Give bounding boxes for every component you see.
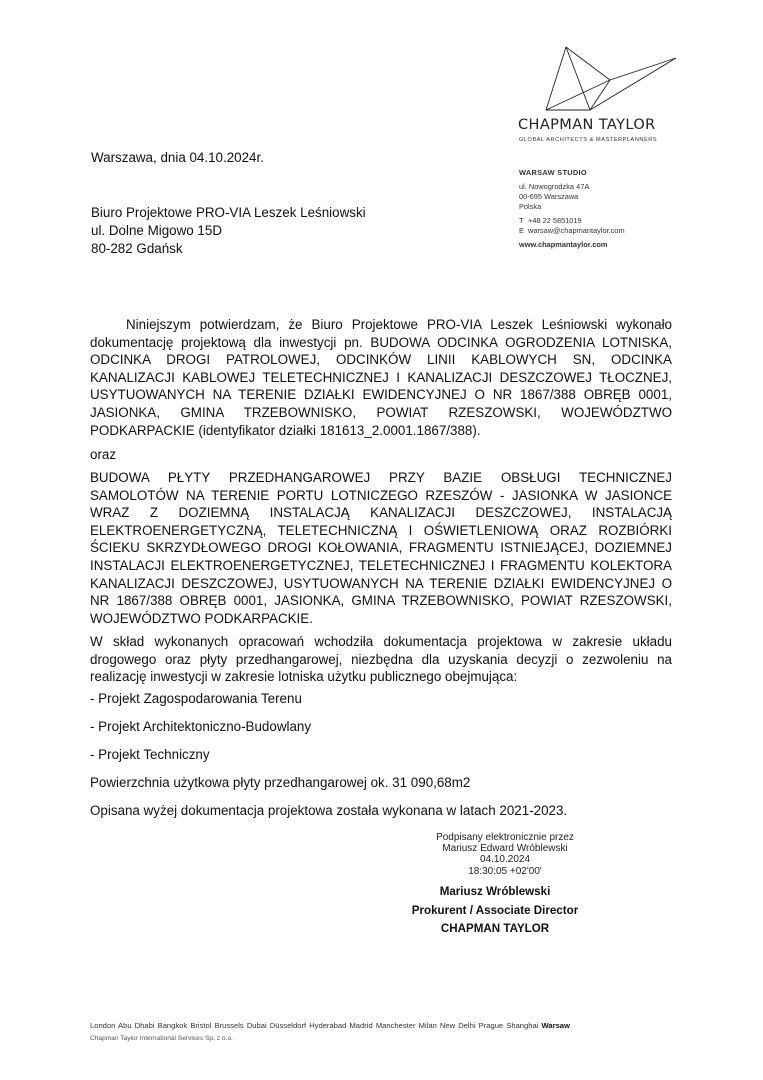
studio-website[interactable]: www.chapmantaylor.com [519,240,608,249]
body-paragraph-1: Niniejszym potwierdzam, że Biuro Projektowe PRO-VIA Leszek Leśniowski wykonało dokumentację projektową dla inwestycji pn. BUDOWA ODCINKA OGRODZENIA LOTNISKA, ODCINKA DROGI PATROLOWEJ, ODCINKÓW LINII KABLOWYCH SN, ODCINKA KANALIZACJI KABLOWEJ TELETECHNICZNEJ I KANALIZACJI DESZCZOWEJ TŁOCZNEJ, USYTUOWANYCH NA TERENIE DZIAŁKI EWIDENCYJNEJ O NR 1867/388 OBRĘB 0001, JASIONKA, GMINA TRZEBOWNISKO, POWIAT RZESZOWSKI, WOJEWÓDZTWO PODKARPACKIE (identyfikator działki 181613_2.0001.1867/388). [90,317,672,438]
office-name: Bristol [190,1021,212,1030]
body-conjunction: oraz [90,447,117,462]
electronic-signature-block [390,832,620,877]
office-name: Prague [478,1021,504,1030]
esig-line: Mariusz Edward Wróblewski [442,843,568,855]
list-item: - Projekt Zagospodarowania Terenu [90,691,302,706]
letter-date: Warszawa, dnia 04.10.2024r. [91,150,264,165]
footer-legal-entity: Chapman Taylor International Services Sp. z o.o. [90,1035,233,1042]
body-paragraph-2: BUDOWA PŁYTY PRZEDHANGAROWEJ PRZY BAZIE OBSŁUGI TECHNICZNEJ SAMOLOTÓW NA TERENIE PORTU LOTNICZEGO RZESZÓW - JASIONKA W JASIONCE WRAZ Z DOZIEMNĄ INSTALACJĄ KANALIZACJI DESZCZOWEJ, INSTALACJĄ ELEKTROENERGETYCZNĄ, TELETECHNICZNĄ I OŚWIETLENIOWĄ ORAZ ROZBIÓRKI ŚCIEKU SKRZYDŁOWEGO DROGI KOŁOWANIA, FRAGMENTU ISTNIEJĄCEJ, DOZIEMNEJ INSTALACJI ELEKTROENERGETYCZNEJ, TELETECHNICZNEJ I FRAGMENTU KOLEKTORA KANALIZACJI DESZCZOWEJ, USYTUOWANYCH NA TERENIE DZIAŁKI EWIDENCYJNEJ O NR 1867/388 OBRĘB 0001, JASIONKA, GMINA TRZEBOWNISKO, POWIAT RZESZOWSKI, WOJEWÓDZTWO PODKARPACKIE. [90,470,672,626]
signer-company: CHAPMAN TAYLOR [440,922,550,935]
studio-city: 00-695 Warszawa [519,192,579,201]
office-name: Milan [418,1021,437,1030]
phone-label: T [519,216,524,225]
studio-street: ul. Nowogrodzka 47A [519,182,590,191]
brand-name: CHAPMAN TAYLOR [518,117,656,133]
office-name: Manchester [375,1021,416,1030]
list-item: - Projekt Architektoniczno-Budowlany [90,719,312,734]
esig-line: 18:30:05 +02'00' [468,865,542,877]
studio-phone[interactable]: +48 22 5851019 [528,216,582,225]
footer-offices [90,1021,570,1030]
office-name: Brussels [214,1021,244,1030]
body-paragraph-3: W skład wykonanych opracowań wchodziła dokumentacja projektowa w zakresie układu drogowego oraz płyty przedhangarowej, niezbędna dla uzyskania decyzji o zezwoleniu na realizację inwestycji w zakresie lotniska użytku publicznego obejmująca: [90,634,672,685]
closing-statement: Opisana wyżej dokumentacja projektowa została wykonana w latach 2021-2023. [90,803,568,818]
signer-block [360,883,630,939]
office-name: Shanghai [506,1021,539,1030]
esig-line: 04.10.2024 [479,854,531,866]
studio-email[interactable]: warsaw@chapmantaylor.com [528,226,625,235]
office-name: Madrid [349,1021,373,1030]
area-statement: Powierzchnia użytkowa płyty przedhangarowej ok. 31 090,68m2 [90,775,471,790]
list-item: - Projekt Techniczny [90,747,210,762]
office-name: Abu Dhabi [118,1021,155,1030]
recipient-line: ul. Dolne Migowo 15D [91,222,222,238]
office-name: Hyderabad [309,1021,347,1030]
signer-name: Mariusz Wróblewski [439,885,551,898]
office-name: Dubai [246,1021,267,1030]
esig-line: Podpisany elektronicznie przez [436,832,574,843]
office-name: Bangkok [157,1021,188,1030]
signer-role: Prokurent / Associate Director [411,903,579,917]
studio-country: Polska [519,202,542,211]
office-name: London [90,1021,116,1030]
recipient-line: 80-282 Gdańsk [91,240,183,256]
office-name: Düsseldorf [269,1021,307,1030]
recipient-address [91,204,366,257]
studio-title: WARSAW STUDIO [519,168,587,177]
chapman-taylor-logo-icon [508,46,684,124]
office-name: New Delhi [439,1021,476,1030]
recipient-line: Biuro Projektowe PRO-VIA Leszek Leśniowski [91,205,366,220]
studio-contact-block [519,168,699,250]
current-office-name: Warsaw [541,1021,570,1030]
brand-tagline: GLOBAL ARCHITECTS & MASTERPLANNERS [519,137,658,143]
email-label: E [519,226,524,235]
